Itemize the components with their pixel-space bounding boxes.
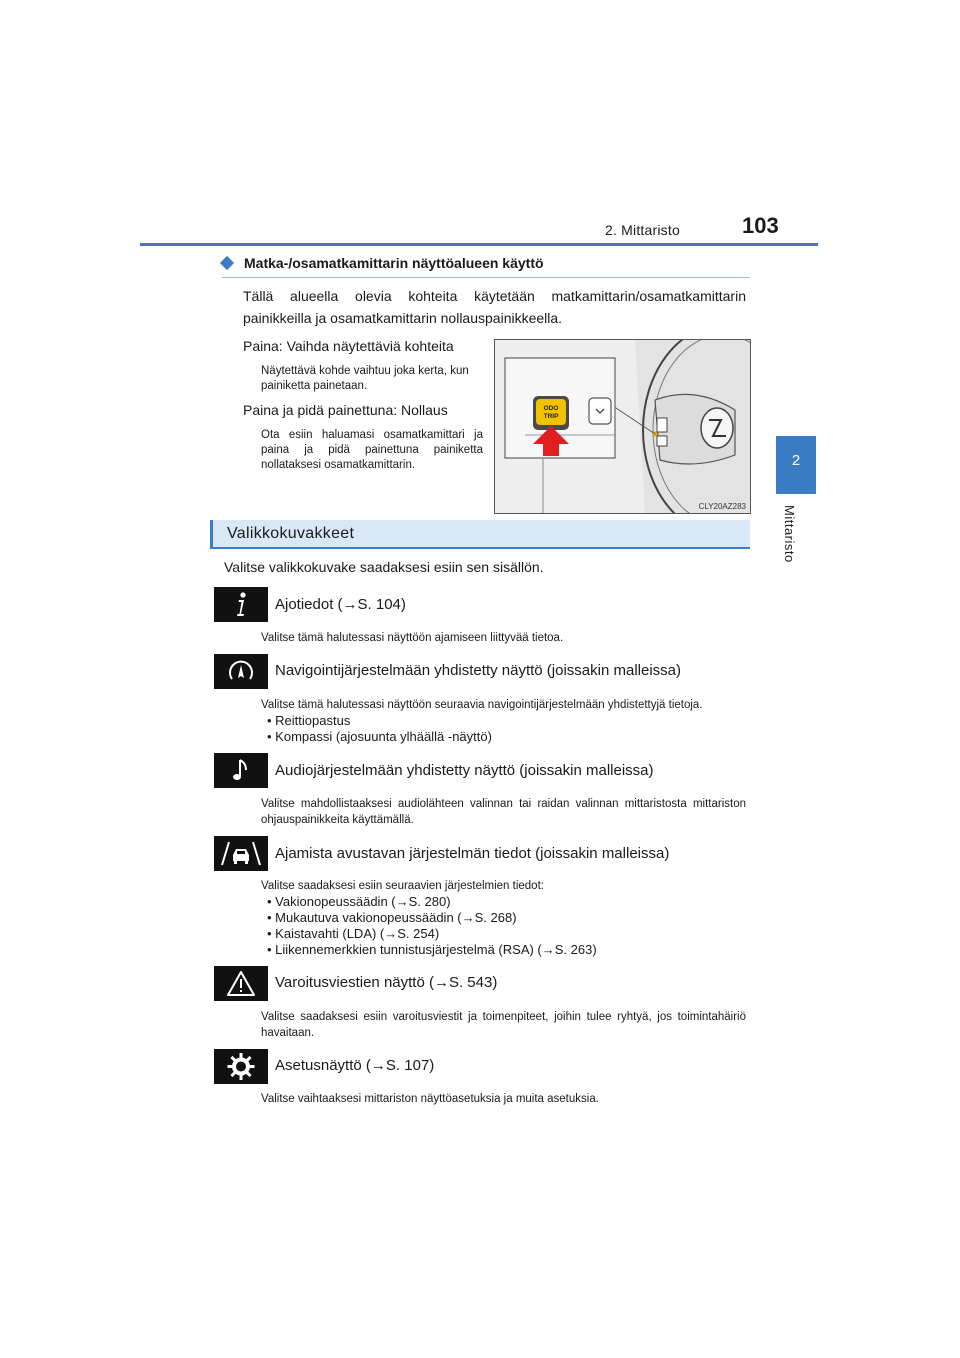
press-hold-description: Ota esiin haluamasi osamatkamittari ja paina ja pidä painettuna painiketta nollataksesi osamatkamittarin.	[261, 429, 483, 471]
list-item: • Mukautuva vakionopeussäädin (→S. 268)	[267, 910, 517, 925]
driving-assist-icon	[214, 836, 268, 871]
music-note-icon	[214, 753, 268, 788]
press-label: Paina: Vaihda näytettäviä kohteita	[243, 338, 454, 354]
illustration-code: CLY20AZ283	[698, 502, 746, 511]
chapter-number: 2	[791, 452, 801, 469]
menu-item-desc: Valitse tämä halutessasi näyttöön seuraavia navigointijärjestelmään yhdistettyjä tietoja.	[261, 699, 703, 711]
info-icon	[214, 587, 268, 622]
menu-item-desc: Valitse saadaksesi esiin varoitusviestit ja toimenpiteet, joihin tulee ryhtyä, jos toimintahäiriö havaitaan.	[261, 1011, 746, 1039]
list-item: • Vakionopeussäädin (→S. 280)	[267, 894, 451, 909]
subsection-title: Matka-/osamatkamittarin näyttöalueen käyttö	[244, 255, 544, 271]
menu-item-desc: Valitse tämä halutessasi näyttöön ajamiseen liittyvää tietoa.	[261, 632, 564, 644]
steering-wheel-illustration	[494, 339, 751, 514]
menu-item-desc: Valitse vaihtaaksesi mittariston näyttöasetuksia ja muita asetuksia.	[261, 1093, 599, 1105]
list-item: • Reittiopastus	[267, 713, 351, 728]
list-item: • Liikennemerkkien tunnistusjärjestelmä (RSA) (→S. 263)	[267, 942, 597, 957]
menu-item-title: Varoitusviestien näyttö (→S. 543)	[275, 974, 498, 991]
navigation-icon	[214, 654, 268, 689]
settings-gear-icon	[214, 1049, 268, 1084]
menu-item-title: Asetusnäyttö (→S. 107)	[275, 1057, 435, 1074]
list-item: • Kaistavahti (LDA) (→S. 254)	[267, 926, 440, 941]
menu-item-title: Audiojärjestelmään yhdistetty näyttö (joissakin malleissa)	[275, 762, 654, 779]
section-heading	[210, 520, 750, 549]
page-number: 103	[742, 213, 779, 238]
section-intro: Valitse valikkokuvake saadaksesi esiin sen sisällön.	[224, 559, 544, 575]
warning-icon	[214, 966, 268, 1001]
menu-item-title: Ajotiedot (→S. 104)	[275, 596, 406, 613]
menu-item-title: Navigointijärjestelmään yhdistetty näyttö (joissakin malleissa)	[275, 662, 682, 679]
trip-label: TRIP	[543, 413, 559, 420]
press-hold-label: Paina ja pidä painettuna: Nollaus	[243, 402, 448, 418]
chapter-label: Mittaristo	[782, 505, 797, 563]
section-header: 2. Mittaristo	[605, 222, 680, 238]
menu-item-title: Ajamista avustavan järjestelmän tiedot (joissakin malleissa)	[275, 845, 670, 862]
header-rule	[140, 243, 818, 246]
list-item: • Kompassi (ajosuunta ylhäällä -näyttö)	[267, 729, 492, 744]
menu-item-desc: Valitse mahdollistaaksesi audiolähteen valinnan tai raidan valinnan mittaristosta mittariston ohjauspainikkeita käyttämällä.	[261, 798, 746, 826]
subsection-intro: Tällä alueella olevia kohteita käytetään matkamittarin/osamatkamittarin painikkeilla ja osamatkamittarin nollauspainikkeella.	[243, 288, 746, 326]
diamond-bullet-icon	[220, 256, 234, 270]
press-description: Näytettävä kohde vaihtuu joka kerta, kun painiketta painetaan.	[261, 365, 469, 392]
illustration-drawing	[495, 340, 750, 513]
section-title: Valikkokuvakkeet	[227, 525, 355, 542]
chapter-tab	[776, 436, 816, 494]
menu-item-desc: Valitse saadaksesi esiin seuraavien järjestelmien tiedot:	[261, 880, 544, 892]
odo-label: ODO	[543, 405, 559, 412]
subsection-heading	[222, 255, 750, 278]
